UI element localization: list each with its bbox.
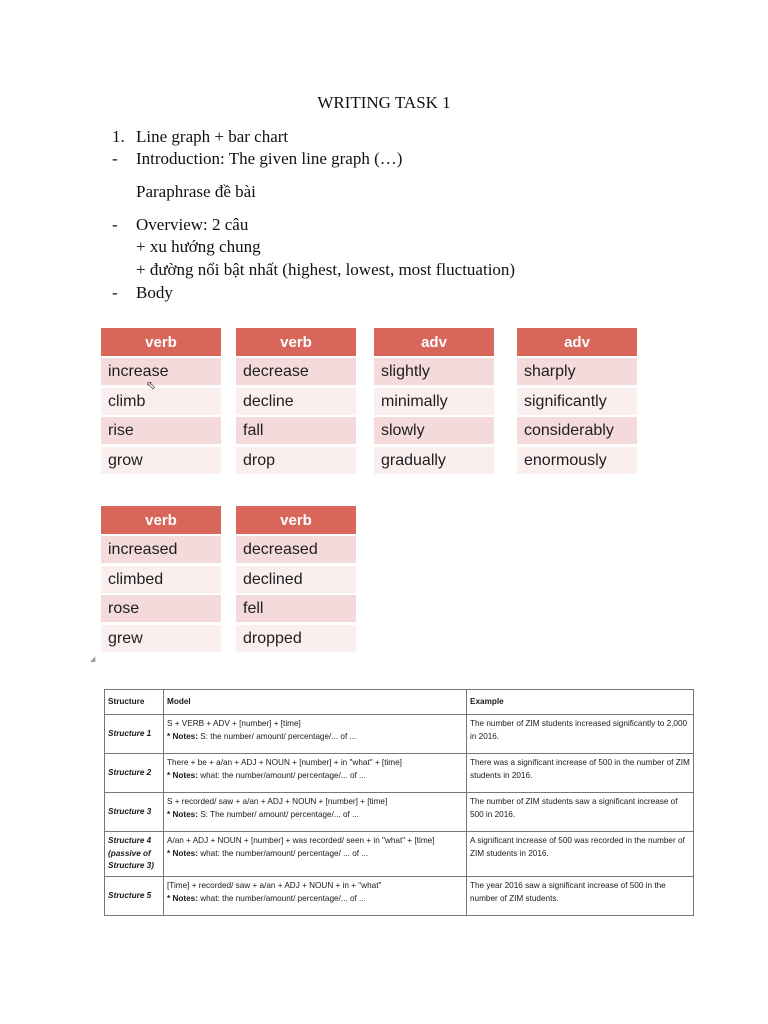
vocab-table-verb-past-increase [101, 506, 221, 654]
note-text: S: the number/ amount/ percentage/... of ... [200, 731, 357, 741]
column-header-example: Example [467, 690, 694, 715]
note-text: what: the number/amount/ percentage/... of ... [200, 893, 366, 903]
structure-model [164, 754, 467, 793]
document-title: WRITING TASK 1 [317, 93, 451, 112]
note-text: what: the number/amount/ percentage/... of ... [200, 770, 366, 780]
vocab-cell: rise [101, 417, 221, 444]
vocab-table-adv-sharp [517, 328, 637, 476]
model-formula: S + recorded/ saw + a/an + ADJ + NOUN + [number] + [time] [167, 797, 388, 806]
vocab-cell: minimally [374, 388, 494, 415]
list-item [112, 283, 173, 303]
list-text: Paraphrase đề bài [136, 182, 256, 201]
list-text: Introduction: The given line graph (…) [136, 149, 403, 168]
structure-example: The number of ZIM students saw a significant increase of 500 in 2016. [467, 793, 694, 832]
note-label: * Notes: [167, 731, 198, 741]
structure-example: There was a significant increase of 500 in the number of ZIM students in 2016. [467, 754, 694, 793]
vocab-cell: grow [101, 447, 221, 474]
vocab-cell: decline [236, 388, 356, 415]
model-formula: A/an + ADJ + NOUN + [number] + was recorded/ seen + in "what" + [time] [167, 836, 435, 845]
model-note [167, 893, 463, 906]
note-text: S: The number/ amount/ percentage/... of ... [200, 809, 359, 819]
vocab-cell: increased [101, 536, 221, 563]
vocab-table-verb-past-decrease [236, 506, 356, 654]
vocab-cell: declined [236, 566, 356, 593]
vocab-table-adv-slight [374, 328, 494, 476]
structure-name: Structure 5 [105, 877, 164, 916]
vocab-cell: slowly [374, 417, 494, 444]
list-text: Line graph + bar chart [136, 127, 289, 146]
vocab-cell: fell [236, 595, 356, 622]
structure-model [164, 877, 467, 916]
list-item [112, 127, 288, 147]
note-label: * Notes: [167, 893, 198, 903]
list-marker: - [112, 215, 118, 234]
structure-example: The year 2016 saw a significant increase of 500 in the number of ZIM students. [467, 877, 694, 916]
list-marker: - [112, 149, 118, 168]
table-row [105, 832, 694, 877]
list-text: Body [136, 283, 173, 302]
vocab-cell: increase [101, 358, 221, 385]
vocab-cell: significantly [517, 388, 637, 415]
model-note [167, 770, 463, 783]
list-item [136, 260, 515, 280]
table-row [105, 793, 694, 832]
model-note [167, 848, 463, 861]
vocab-header: verb [101, 328, 221, 356]
column-header-structure: Structure [105, 690, 164, 715]
structure-model [164, 715, 467, 754]
model-formula: [Time] + recorded/ saw + a/an + ADJ + NOUN + in + "what" [167, 881, 382, 890]
vocab-table-verb-decrease [236, 328, 356, 476]
table-row [105, 754, 694, 793]
list-text: Overview: 2 câu [136, 215, 249, 234]
anchor-mark-icon: ◢ [90, 655, 96, 663]
vocab-cell: grew [101, 625, 221, 652]
vocab-cell: gradually [374, 447, 494, 474]
note-label: * Notes: [167, 809, 198, 819]
vocab-cell: decrease [236, 358, 356, 385]
structure-model [164, 793, 467, 832]
vocab-cell: climb [101, 388, 221, 415]
column-header-model: Model [164, 690, 467, 715]
structure-example: The number of ZIM students increased significantly to 2,000 in 2016. [467, 715, 694, 754]
list-item [112, 215, 248, 235]
model-note [167, 731, 463, 744]
vocab-cell: slightly [374, 358, 494, 385]
vocab-cell: dropped [236, 625, 356, 652]
vocab-cell: climbed [101, 566, 221, 593]
list-marker: 1. [112, 127, 125, 146]
structure-name: Structure 4 (passive of Structure 3) [105, 832, 164, 877]
model-formula: S + VERB + ADV + [number] + [time] [167, 719, 301, 728]
vocab-cell: fall [236, 417, 356, 444]
vocab-cell: rose [101, 595, 221, 622]
vocab-header: verb [236, 506, 356, 534]
list-item [136, 182, 256, 202]
note-label: * Notes: [167, 848, 198, 858]
model-formula: There + be + a/an + ADJ + NOUN + [number] + in "what" + [time] [167, 758, 402, 767]
list-marker: - [112, 283, 118, 302]
structure-name: Structure 2 [105, 754, 164, 793]
structures-table [104, 689, 694, 916]
list-item [112, 149, 402, 169]
vocab-header: verb [236, 328, 356, 356]
vocab-cell: considerably [517, 417, 637, 444]
table-row [105, 715, 694, 754]
list-item [136, 237, 261, 257]
vocab-header: adv [517, 328, 637, 356]
list-text: + xu hướng chung [136, 237, 261, 256]
vocab-cell: drop [236, 447, 356, 474]
structure-example: A significant increase of 500 was recorded in the number of ZIM students in 2016. [467, 832, 694, 877]
vocab-table-verb-increase [101, 328, 221, 476]
model-note [167, 809, 463, 822]
mouse-cursor-icon: ⬁ [146, 378, 157, 392]
vocab-cell: sharply [517, 358, 637, 385]
list-text: + đường nổi bật nhất (highest, lowest, most fluctuation) [136, 260, 516, 279]
note-label: * Notes: [167, 770, 198, 780]
structure-name: Structure 1 [105, 715, 164, 754]
structure-model [164, 832, 467, 877]
table-row [105, 877, 694, 916]
vocab-header: verb [101, 506, 221, 534]
vocab-cell: enormously [517, 447, 637, 474]
structure-name: Structure 3 [105, 793, 164, 832]
vocab-cell: decreased [236, 536, 356, 563]
table-header-row [105, 690, 694, 715]
vocab-header: adv [374, 328, 494, 356]
note-text: what: the number/amount/ percentage/ ... of ... [200, 848, 369, 858]
